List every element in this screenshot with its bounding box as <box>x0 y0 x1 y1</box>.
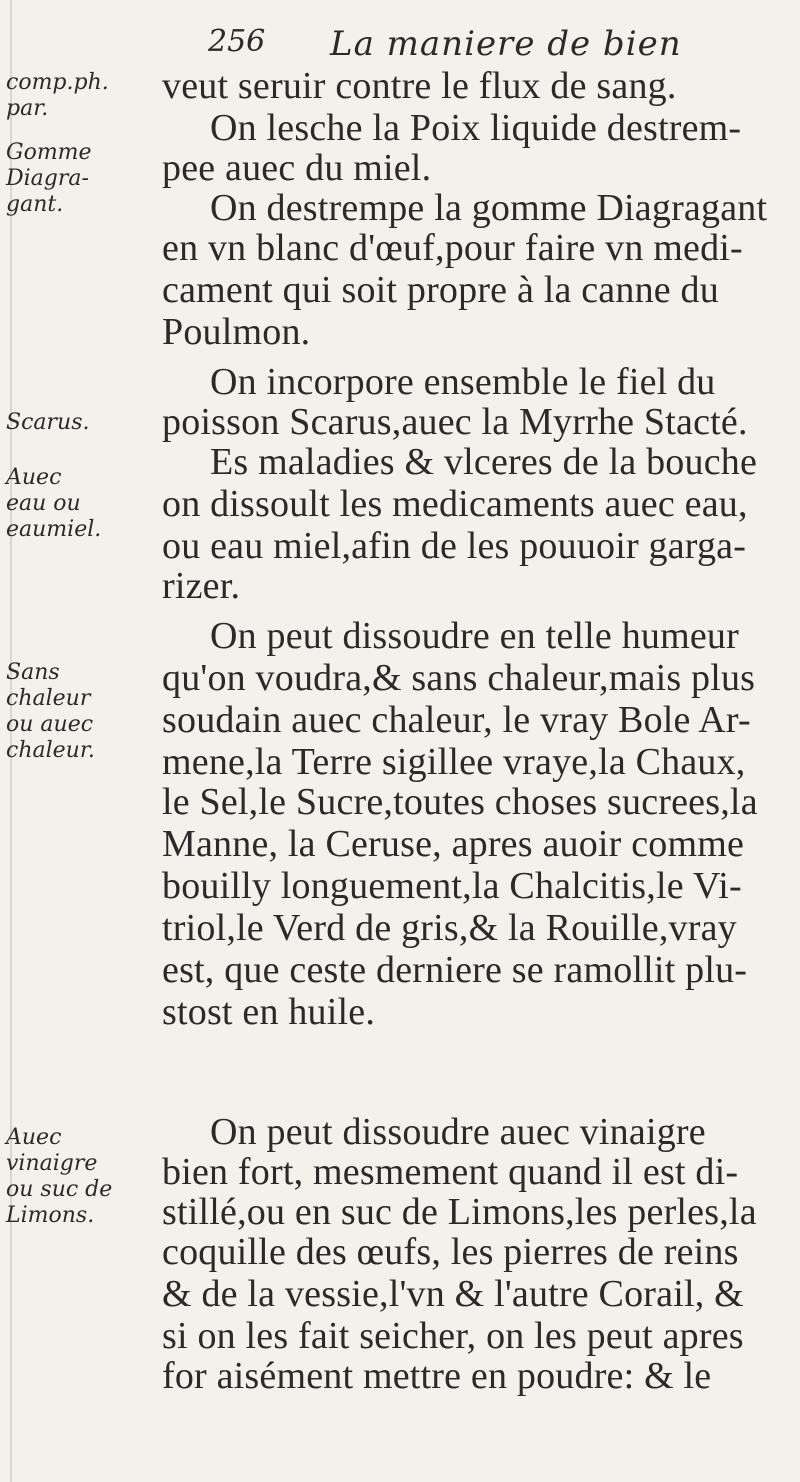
text-line: On incorpore ensemble le fiel du <box>210 361 716 403</box>
text-line: poisson Scarus,auec la Myrrhe Stacté. <box>162 401 748 443</box>
margin-note-line: vinaigre <box>6 1151 98 1176</box>
text-line: en vn blanc d'œuf,pour faire vn medi- <box>162 227 743 269</box>
margin-note-line: Auec <box>6 465 62 490</box>
text-line: coquille des œufs, les pierres de reins <box>162 1231 739 1273</box>
text-line: veut seruir contre le flux de sang. <box>162 65 677 107</box>
text-line: soudain auec chaleur, le vray Bole Ar- <box>162 699 751 741</box>
margin-note-line: chaleur <box>6 686 91 711</box>
text-line: stillé,ou en suc de Limons,les perles,la <box>162 1191 757 1233</box>
text-line: stost en huile. <box>162 991 376 1033</box>
text-line: cament qui soit propre à la canne du <box>162 269 719 311</box>
text-line: le Sel,le Sucre,toutes choses sucrees,la <box>162 781 758 823</box>
margin-note-line: Limons. <box>6 1203 95 1228</box>
text-line: est, que ceste derniere se ramollit plu- <box>162 949 748 991</box>
margin-note <box>6 410 89 436</box>
margin-note-line: Gomme <box>6 140 92 165</box>
text-line: On lesche la Poix liquide destrem- <box>210 107 742 149</box>
page-number: 256 <box>208 24 266 59</box>
margin-note-line: chaleur. <box>6 738 95 763</box>
text-line: mene,la Terre sigillee vraye,la Chaux, <box>162 741 746 783</box>
margin-note-line: ou auec <box>6 712 94 737</box>
page-header <box>0 10 800 64</box>
text-line: & de la vessie,l'vn & l'autre Corail, & <box>162 1273 744 1315</box>
margin-note <box>6 465 101 543</box>
margin-note-line: comp.ph. <box>6 70 109 95</box>
margin-note-line: Scarus. <box>6 410 90 435</box>
margin-note <box>6 140 92 218</box>
margin-note-line: eaumiel. <box>6 517 102 542</box>
margin-note-line: Auec <box>6 1125 62 1150</box>
text-line: rizer. <box>162 565 241 607</box>
text-line: triol,le Verd de gris,& la Rouille,vray <box>162 907 737 949</box>
text-line: Manne, la Ceruse, apres auoir comme <box>162 823 745 865</box>
margin-note-line: Sans <box>6 660 60 685</box>
text-line: Es maladies & vlceres de la bouche <box>210 441 758 483</box>
text-line: for aisément mettre en poudre: & le <box>162 1355 712 1397</box>
text-line: Poulmon. <box>162 311 311 353</box>
margin-note-line: Diagra- <box>6 166 89 191</box>
margin-note <box>6 660 95 764</box>
text-line: qu'on voudra,& sans chaleur,mais plus <box>162 657 756 699</box>
text-line: pee auec du miel. <box>162 147 432 189</box>
margin-note <box>6 70 109 122</box>
text-line: bouilly longuement,la Chalcitis,le Vi- <box>162 865 742 907</box>
text-line: On peut dissoudre en telle humeur <box>210 615 739 657</box>
text-line: On peut dissoudre auec vinaigre <box>210 1111 706 1153</box>
text-line: si on les fait seicher, on les peut apres <box>162 1315 744 1357</box>
margin-note-line: gant. <box>6 192 64 217</box>
margin-note-line: ou suc de <box>6 1177 113 1202</box>
text-line: on dissoult les medicaments auec eau, <box>162 483 748 525</box>
margin-note-line: eau ou <box>6 491 81 516</box>
margin-note <box>6 1125 112 1229</box>
running-title: La maniere de bien <box>330 24 682 64</box>
text-line: ou eau miel,afin de les pouuoir garga- <box>162 525 747 567</box>
text-line: On destrempe la gomme Diagragant <box>210 187 768 229</box>
margin-note-line: par. <box>6 96 49 121</box>
text-line: bien fort, mesmement quand il est di- <box>162 1151 739 1193</box>
